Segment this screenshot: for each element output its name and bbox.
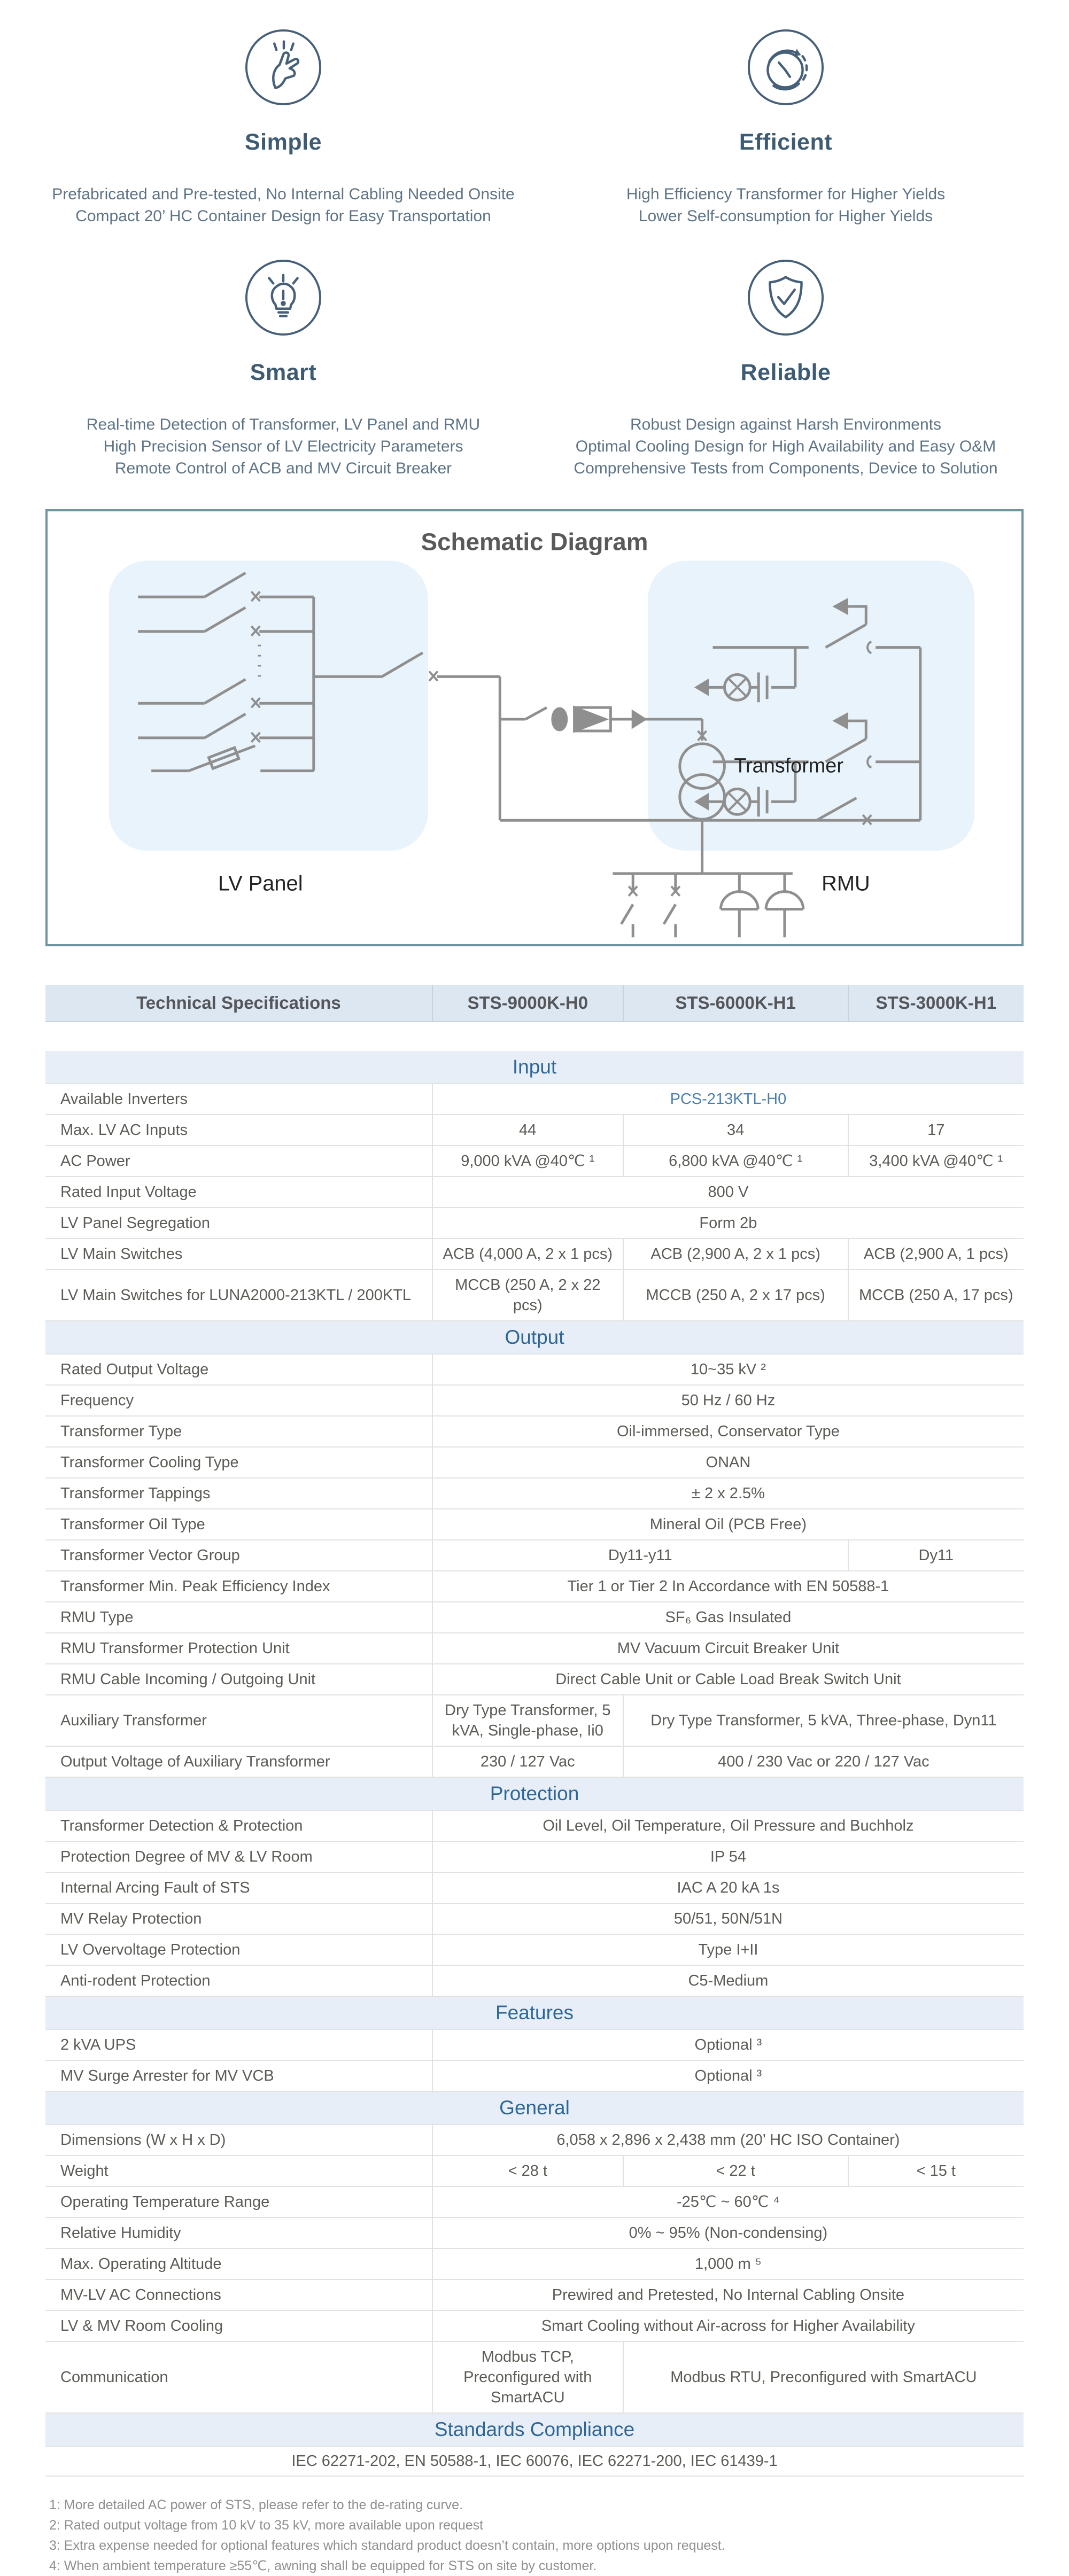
- spec-row: [45, 1386, 1024, 1417]
- spec-value: SF₆ Gas Insulated: [432, 1602, 1024, 1632]
- spec-value: MCCB (250 A, 17 pcs): [848, 1270, 1024, 1320]
- spec-row: [45, 2061, 1024, 2092]
- technical-specifications-table: [45, 985, 1024, 2477]
- spec-value: -25℃ ~ 60℃ ⁴: [432, 2187, 1024, 2217]
- header-model-sts-6000k: STS-6000K-H1: [623, 985, 848, 1021]
- spec-value: Modbus TCP, Preconfigured with SmartACU: [432, 2342, 623, 2412]
- spec-value: 50/51, 50N/51N: [432, 1904, 1024, 1934]
- spec-value: ACB (2,900 A, 1 pcs): [848, 1239, 1024, 1269]
- spec-value: Dry Type Transformer, 5 kVA, Single-phase, Ii0: [432, 1695, 623, 1746]
- feature-line: Remote Control of ACB and MV Circuit Breaker: [114, 460, 452, 477]
- feature-line: High Efficiency Transformer for Higher Yields: [626, 185, 946, 203]
- spec-value: Mineral Oil (PCB Free): [432, 1509, 1024, 1539]
- schematic-title: Schematic Diagram: [421, 528, 648, 556]
- shield-check-icon: [746, 258, 825, 337]
- row-label: MV Relay Protection: [60, 1910, 202, 1927]
- spec-row: [45, 1208, 1024, 1239]
- spec-row: [45, 1417, 1024, 1447]
- feature-line: Real-time Detection of Transformer, LV Panel and RMU: [86, 416, 481, 433]
- spec-row: [45, 1633, 1024, 1664]
- schematic-diagram: [48, 511, 1021, 944]
- row-label: Transformer Oil Type: [60, 1516, 205, 1533]
- spec-row: [45, 1478, 1024, 1509]
- spec-row: [45, 1239, 1024, 1270]
- feature-reliable: [534, 258, 1037, 479]
- feature-efficient: [534, 28, 1037, 227]
- spec-row: [45, 1355, 1024, 1386]
- spec-row: [45, 2030, 1024, 2061]
- spec-value: Oil-immersed, Conservator Type: [432, 1417, 1024, 1446]
- spec-row: [45, 1146, 1024, 1177]
- section-band: General: [45, 2092, 1024, 2125]
- row-label: Rated Output Voltage: [60, 1361, 209, 1378]
- row-label: Transformer Min. Peak Efficiency Index: [60, 1578, 330, 1595]
- section-band: Protection: [45, 1778, 1024, 1811]
- spec-row: [45, 1270, 1024, 1321]
- spec-value: 6,800 kVA @40℃ ¹: [623, 1146, 848, 1176]
- spec-value: Dy11: [848, 1540, 1024, 1570]
- spec-row: [45, 1747, 1024, 1778]
- row-label: Weight: [60, 2162, 109, 2180]
- row-label: Max. LV AC Inputs: [60, 1122, 188, 1139]
- row-label: Rated Input Voltage: [60, 1184, 197, 1201]
- feature-line: Robust Design against Harsh Environments: [630, 416, 941, 433]
- spec-row: [45, 1904, 1024, 1935]
- spec-row: [45, 1842, 1024, 1873]
- table-gap: [45, 1022, 1024, 1051]
- spec-row: [45, 1664, 1024, 1695]
- spec-value: 34: [623, 1115, 848, 1145]
- spec-value: < 28 t: [432, 2156, 623, 2186]
- spec-value: 6,058 x 2,896 x 2,438 mm (20’ HC ISO Container): [432, 2125, 1024, 2155]
- spec-row: [45, 1695, 1024, 1747]
- spec-value: Optional ³: [432, 2030, 1024, 2060]
- row-label: LV Panel Segregation: [60, 1215, 211, 1232]
- row-label: Relative Humidity: [60, 2224, 181, 2242]
- row-label: Dimensions (W x H x D): [60, 2131, 226, 2149]
- feature-title: Smart: [250, 360, 317, 385]
- row-label: Transformer Vector Group: [60, 1547, 240, 1564]
- row-label: 2 kVA UPS: [60, 2036, 136, 2053]
- spec-value: Oil Level, Oil Temperature, Oil Pressure and Buchholz: [432, 1811, 1024, 1841]
- spec-value: MV Vacuum Circuit Breaker Unit: [432, 1633, 1024, 1663]
- spec-value: 1,000 m ⁵: [432, 2249, 1024, 2279]
- spec-row: [45, 1509, 1024, 1540]
- header-model-sts-9000k: STS-9000K-H0: [432, 985, 623, 1021]
- mv-output-branches: [613, 874, 803, 937]
- spec-value: Type I+II: [432, 1935, 1024, 1965]
- row-label: Transformer Type: [60, 1423, 182, 1440]
- spec-value: MCCB (250 A, 2 x 22 pcs): [432, 1270, 623, 1320]
- feature-line: High Precision Sensor of LV Electricity Parameters: [103, 438, 463, 455]
- spec-row: [45, 1447, 1024, 1478]
- row-label: Operating Temperature Range: [60, 2193, 270, 2211]
- spec-value: Dy11-y11: [432, 1540, 848, 1570]
- row-label: RMU Type: [60, 1609, 134, 1626]
- row-label: Transformer Tappings: [60, 1485, 211, 1502]
- section-band: Features: [45, 1997, 1024, 2030]
- spec-row: [45, 1602, 1024, 1633]
- footnote-line: 2: Rated output voltage from 10 kV to 35 kV, more available upon request: [49, 2518, 484, 2533]
- feature-line: Compact 20’ HC Container Design for Easy Transportation: [75, 207, 491, 225]
- spec-value: 44: [432, 1115, 623, 1145]
- row-label: Protection Degree of MV & LV Room: [60, 1848, 313, 1865]
- spec-row: [45, 1084, 1024, 1115]
- footnote-line: 4: When ambient temperature ≥55℃, awning shall be equipped for STS on site by customer.: [49, 2558, 597, 2573]
- header-technical-specifications: Technical Specifications: [136, 993, 341, 1013]
- spec-value: Tier 1 or Tier 2 In Accordance with EN 50588-1: [432, 1571, 1024, 1601]
- spec-value: Direct Cable Unit or Cable Load Break Switch Unit: [432, 1664, 1024, 1694]
- spec-row: [45, 2218, 1024, 2249]
- spec-value: 230 / 127 Vac: [432, 1747, 623, 1777]
- spec-value: < 22 t: [623, 2156, 848, 2186]
- row-label: Frequency: [60, 1392, 134, 1409]
- efficiency-clock-icon: [746, 28, 825, 107]
- lv-panel-label: LV Panel: [218, 871, 303, 896]
- standards-row: IEC 62271-202, EN 50588-1, IEC 60076, IEC 62271-200, IEC 61439-1: [45, 2447, 1024, 2477]
- feature-title: Simple: [245, 129, 322, 155]
- spec-value: 400 / 230 Vac or 220 / 127 Vac: [623, 1747, 1024, 1777]
- header-model-sts-3000k: STS-3000K-H1: [848, 985, 1024, 1021]
- footnote-line: 3: Extra expense needed for optional features which standard product doesn’t contain, more options upon request.: [49, 2538, 725, 2553]
- feature-line: Lower Self-consumption for Higher Yields: [638, 207, 933, 225]
- snap-finger-icon: [244, 28, 323, 107]
- spec-table-header: [45, 985, 1024, 1022]
- spec-row: [45, 2311, 1024, 2342]
- spec-value: MCCB (250 A, 2 x 17 pcs): [623, 1270, 848, 1320]
- spec-value: ACB (4,000 A, 2 x 1 pcs): [432, 1239, 623, 1269]
- spec-value: 50 Hz / 60 Hz: [432, 1386, 1024, 1415]
- footnotes: [49, 2495, 1024, 2576]
- spec-row: [45, 1115, 1024, 1146]
- spec-value: C5-Medium: [432, 1966, 1024, 1996]
- row-label: Communication: [60, 2369, 168, 2386]
- spec-row: [45, 2156, 1024, 2187]
- spec-value: Prewired and Pretested, No Internal Cabling Onsite: [432, 2280, 1024, 2310]
- spec-row: [45, 1811, 1024, 1842]
- transformer-label: Transformer: [734, 754, 843, 777]
- rmu-label: RMU: [822, 871, 870, 896]
- spec-row: [45, 1935, 1024, 1966]
- section-band: Output: [45, 1321, 1024, 1355]
- row-label: LV Overvoltage Protection: [60, 1941, 241, 1958]
- feature-simple: [32, 28, 534, 227]
- spec-row: [45, 2280, 1024, 2311]
- feature-line: Prefabricated and Pre-tested, No Internal Cabling Needed Onsite: [52, 185, 515, 203]
- row-label: MV Surge Arrester for MV VCB: [60, 2067, 274, 2084]
- feature-line: Optimal Cooling Design for High Availability and Easy O&M: [575, 438, 996, 455]
- spec-row: [45, 2125, 1024, 2156]
- row-label: RMU Cable Incoming / Outgoing Unit: [60, 1671, 316, 1688]
- row-label: Auxiliary Transformer: [60, 1712, 207, 1729]
- spec-value: Form 2b: [432, 1208, 1024, 1238]
- spec-value: 9,000 kVA @40℃ ¹: [432, 1146, 623, 1176]
- spec-value: IAC A 20 kA 1s: [432, 1873, 1024, 1903]
- spec-value: < 15 t: [848, 2156, 1024, 2186]
- spec-value: 17: [848, 1115, 1024, 1145]
- spec-row: [45, 1571, 1024, 1602]
- spec-row: [45, 2187, 1024, 2218]
- row-label: LV & MV Room Cooling: [60, 2317, 223, 2334]
- row-label: Available Inverters: [60, 1091, 188, 1108]
- spec-value: Dry Type Transformer, 5 kVA, Three-phase, Dyn11: [623, 1695, 1024, 1746]
- feature-title: Reliable: [740, 360, 831, 385]
- spec-value: 0% ~ 95% (Non-condensing): [432, 2218, 1024, 2248]
- spec-value: Smart Cooling without Air-across for Higher Availability: [432, 2311, 1024, 2341]
- row-label: AC Power: [60, 1153, 130, 1170]
- schematic-diagram-panel: [45, 509, 1024, 946]
- smart-bulb-icon: [244, 258, 323, 337]
- spec-value: Optional ³: [432, 2061, 1024, 2091]
- spec-value: PCS-213KTL-H0: [432, 1084, 1024, 1114]
- spec-value: 10~35 kV ²: [432, 1355, 1024, 1384]
- spec-row: [45, 2342, 1024, 2414]
- spec-value: Modbus RTU, Preconfigured with SmartACU: [623, 2342, 1024, 2412]
- section-band: Input: [45, 1051, 1024, 1084]
- row-label: MV-LV AC Connections: [60, 2286, 221, 2303]
- feature-line: Comprehensive Tests from Components, Device to Solution: [574, 460, 998, 477]
- row-label: Transformer Detection & Protection: [60, 1817, 303, 1834]
- row-label: LV Main Switches for LUNA2000-213KTL / 200KTL: [60, 1287, 412, 1304]
- spec-value: 3,400 kVA @40℃ ¹: [848, 1146, 1024, 1176]
- lv-panel-zone: [109, 561, 428, 851]
- row-label: Max. Operating Altitude: [60, 2255, 222, 2273]
- spec-value: IP 54: [432, 1842, 1024, 1872]
- feature-grid: [0, 0, 1069, 479]
- feature-smart: [32, 258, 534, 479]
- spec-row: [45, 2249, 1024, 2280]
- spec-value: ONAN: [432, 1447, 1024, 1477]
- row-label: Internal Arcing Fault of STS: [60, 1879, 250, 1896]
- spec-row: [45, 1873, 1024, 1904]
- spec-table-body: [45, 1051, 1024, 2477]
- spec-row: [45, 1177, 1024, 1208]
- row-label: Output Voltage of Auxiliary Transformer: [60, 1753, 330, 1770]
- spec-value: ACB (2,900 A, 2 x 1 pcs): [623, 1239, 848, 1269]
- spec-row: [45, 1966, 1024, 1997]
- row-label: LV Main Switches: [60, 1246, 183, 1263]
- spec-value: 800 V: [432, 1177, 1024, 1207]
- section-band: Standards Compliance: [45, 2414, 1024, 2447]
- spec-value: ± 2 x 2.5%: [432, 1478, 1024, 1508]
- row-label: Anti-rodent Protection: [60, 1972, 211, 1989]
- footnote-line: 1: More detailed AC power of STS, please refer to the de-rating curve.: [49, 2497, 463, 2512]
- row-label: RMU Transformer Protection Unit: [60, 1640, 290, 1657]
- feature-title: Efficient: [739, 129, 833, 155]
- spec-row: [45, 1540, 1024, 1571]
- row-label: Transformer Cooling Type: [60, 1454, 239, 1471]
